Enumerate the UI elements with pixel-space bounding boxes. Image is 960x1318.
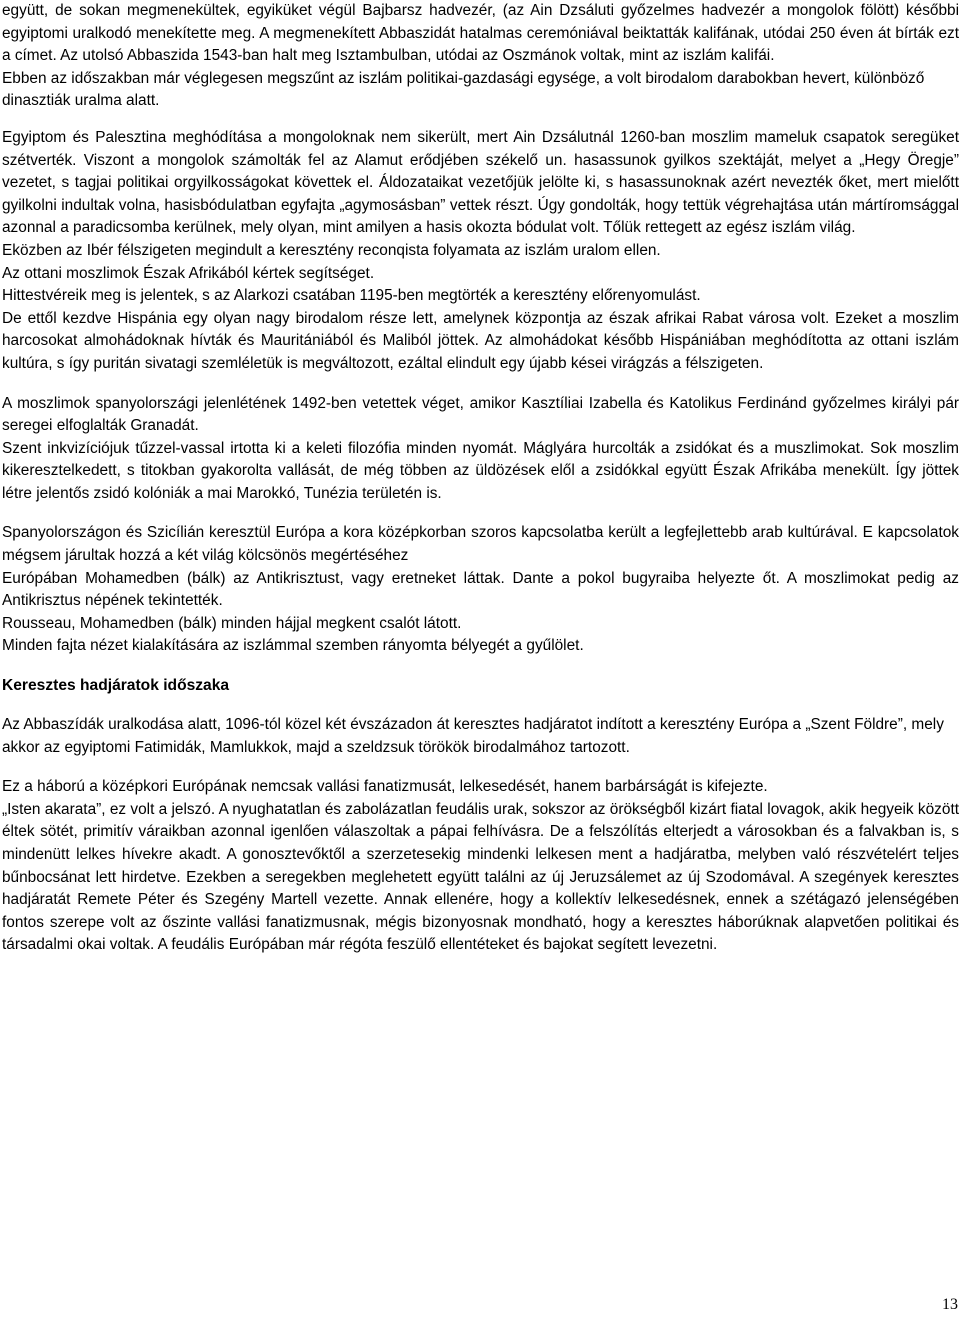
page-number: 13 xyxy=(942,1296,958,1313)
spacer xyxy=(2,658,959,675)
paragraph-god-wills-it: „Isten akarata”, ez volt a jelszó. A nyughatatlan és zabolázatlan feudális urak, sokszor az örökségből kizárt fiatal lovagok, akik hegyeik között éltek sötét, primitív váraikban azonnal igenlően válaszoltak a pápai felhívásra. De a felszólítás elterjedt a városokban és a falvakban is, s mindenütt lelkes hívekre akadt. A gonosztevőktől a szerzetesekig mindenki lelkesen ment a hadjáratba, melyben való részvételért teljes bűnbocsánat lett hirdetve. Ezekben a seregekben meglehetett együtt találni az új Jeruzsálemet az új Szodomával. A szegények keresztes hadjáratát Remete Péter és Szegény Martell vezette. Annak ellenére, hogy a kollektív lelkesedésnek, ennek a szétágazó jelenségében fontos szerepe volt az őszinte vallási fanatizmusnak, mégis bizonyosnak mondható, hogy a keresztes háborúknak alapvetően politikai és társadalmi okai voltak. A feudális Európában már régóta feszülő ellentéteket és bajokat segített levezetni. xyxy=(2,800,959,954)
paragraph-abbasid-caliphs: együtt, de sokan megmenekültek, egyiküket végül Bajbarsz hadvezér, (az Ain Dzsáluti győzelmes hadvezér a mongolok fölött) későbbi egyiptomi uralkodó menekítette meg. A megmenekített Abbaszidát hatalmas ceremóniával beiktatták kalifának, utódai 250 éven át bírták ezt a címet. Az utolsó Abbaszida 1543-ban halt meg Isztambulban, utódai az Oszmánok voltak, mint az iszlám kalifái. xyxy=(2,2,959,65)
paragraph-inquisition: Szent inkvizíciójuk tűzzel-vassal irtotta ki a keleti filozófia minden nyomát. Máglyára hurcolták a zsidókat és a muszlimokat. Sok moszlim kikeresztelkedett, s titokban gyakorolta vallását, de még többen az üldözések elől a zsidókkal együtt Észak Afrikába menekült. Így jöttek létre jelentős zsidó kolóniák a mai Marokkó, Tunézia területén is. xyxy=(2,439,959,502)
document-body xyxy=(2,0,959,957)
paragraph-hatred: Minden fajta nézet kialakítására az iszlámmal szemben rányomta bélyegét a gyűlölet. xyxy=(2,637,584,655)
paragraph-granada-1492: A moszlimok spanyolországi jelenlétének 1492-ben vetettek véget, amikor Kasztíliai Izabella és Katolikus Ferdinánd győzelmes királyi pár seregei elfoglalták Granadát. xyxy=(2,394,959,435)
spacer xyxy=(2,697,959,714)
paragraph-north-africa-help: Az ottani moszlimok Észak Afrikából kértek segítséget. xyxy=(2,264,375,282)
spacer xyxy=(2,113,959,127)
paragraph-dynasties: Ebben az időszakban már véglegesen megszűnt az iszlám politikai-gazdasági egysége, a volt birodalom darabokban hevert, különböző dinasztiák uralma alatt. xyxy=(2,69,925,110)
paragraph-reconquista: Eközben az Ibér félszigeten megindult a keresztény reconqista folyamata az iszlám uralom ellen. xyxy=(2,241,661,259)
paragraph-egypt-palestine: Egyiptom és Palesztina meghódítása a mongoloknak nem sikerült, mert Ain Dzsálutnál 1260-ban moszlim mameluk csapatok seregüket szétverték. Viszont a mongolok számolták fel az Alamut erődjében székelő un. hasassunok gyilkos szektáját, melyet a „Hegy Öregje” vezetet, s tagjai politikai orgyilkosságokat követtek el. Áldozataikat vezetőjük jelölte ki, s hasassunoknak azért nevezték őket, mert mielőtt gyilkolni indultak volna, hasisbódulatban egyfajta „agymosásban” vettek részt. Úgy gondolták, hogy tettük végrehajtása után mártíromsággal azonnal a paradicsomba kerülnek, mely olyan, mint amilyen a hasis okozta bódulat volt. Tőlük rettegett az egész iszlám világ. xyxy=(2,128,959,237)
paragraph-rousseau: Rousseau, Mohamedben (bálk) minden hájjal megkent csalót látott. xyxy=(2,614,462,632)
section-heading-crusades: Keresztes hadjáratok időszaka xyxy=(2,677,230,695)
paragraph-crusades-intro: Az Abbaszídák uralkodása alatt, 1096-tól közel két évszázadon át keresztes hadjáratot indított a keresztény Európa a „Szent Földre”, mely akkor az egyiptomi Fatimidák, Mamlukkok, majd a szeldzsuk törökök birodalmához tartozott. xyxy=(2,716,944,756)
paragraph-war-fanaticism: Ez a háború a középkori Európának nemcsak vallási fanatizmusát, lelkesedését, hanem barbárságát is kifejezte. xyxy=(2,778,768,796)
spacer xyxy=(2,376,959,393)
spacer xyxy=(2,505,959,522)
paragraph-alarcos: Hittestvéreik meg is jelentek, s az Alarkozi csatában 1195-ben megtörték a keresztény előrenyomulást. xyxy=(2,287,701,305)
paragraph-almohads: De ettől kezdve Hispánia egy olyan nagy birodalom része lett, amelynek központja az észak afrikai Rabat városa volt. Ezeket a moszlim harcosokat almohádoknak hívták és Mauritániából és Maliból jöttek. Az almohádokat később Hispániában meghódította az ottani iszlám kultúra, s így puritán sivatagi szemléletük is megváltozott, ezáltal elindult egy újabb kései virágzás a félszigeten. xyxy=(2,309,959,372)
paragraph-dante: Európában Mohamedben (bálk) az Antikrisztust, vagy eretneket láttak. Dante a pokol bugyraiba helyezte őt. A moszlimokat pedig az Antikrisztus népének tekintették. xyxy=(2,569,959,610)
spacer xyxy=(2,759,959,776)
paragraph-spain-sicily: Spanyolországon és Szicílián keresztül Európa a kora középkorban szoros kapcsolatba került a legfejlettebb arab kultúrával. E kapcsolatok mégsem járultak hozzá a két világ kölcsönös megértéséhez xyxy=(2,524,959,565)
